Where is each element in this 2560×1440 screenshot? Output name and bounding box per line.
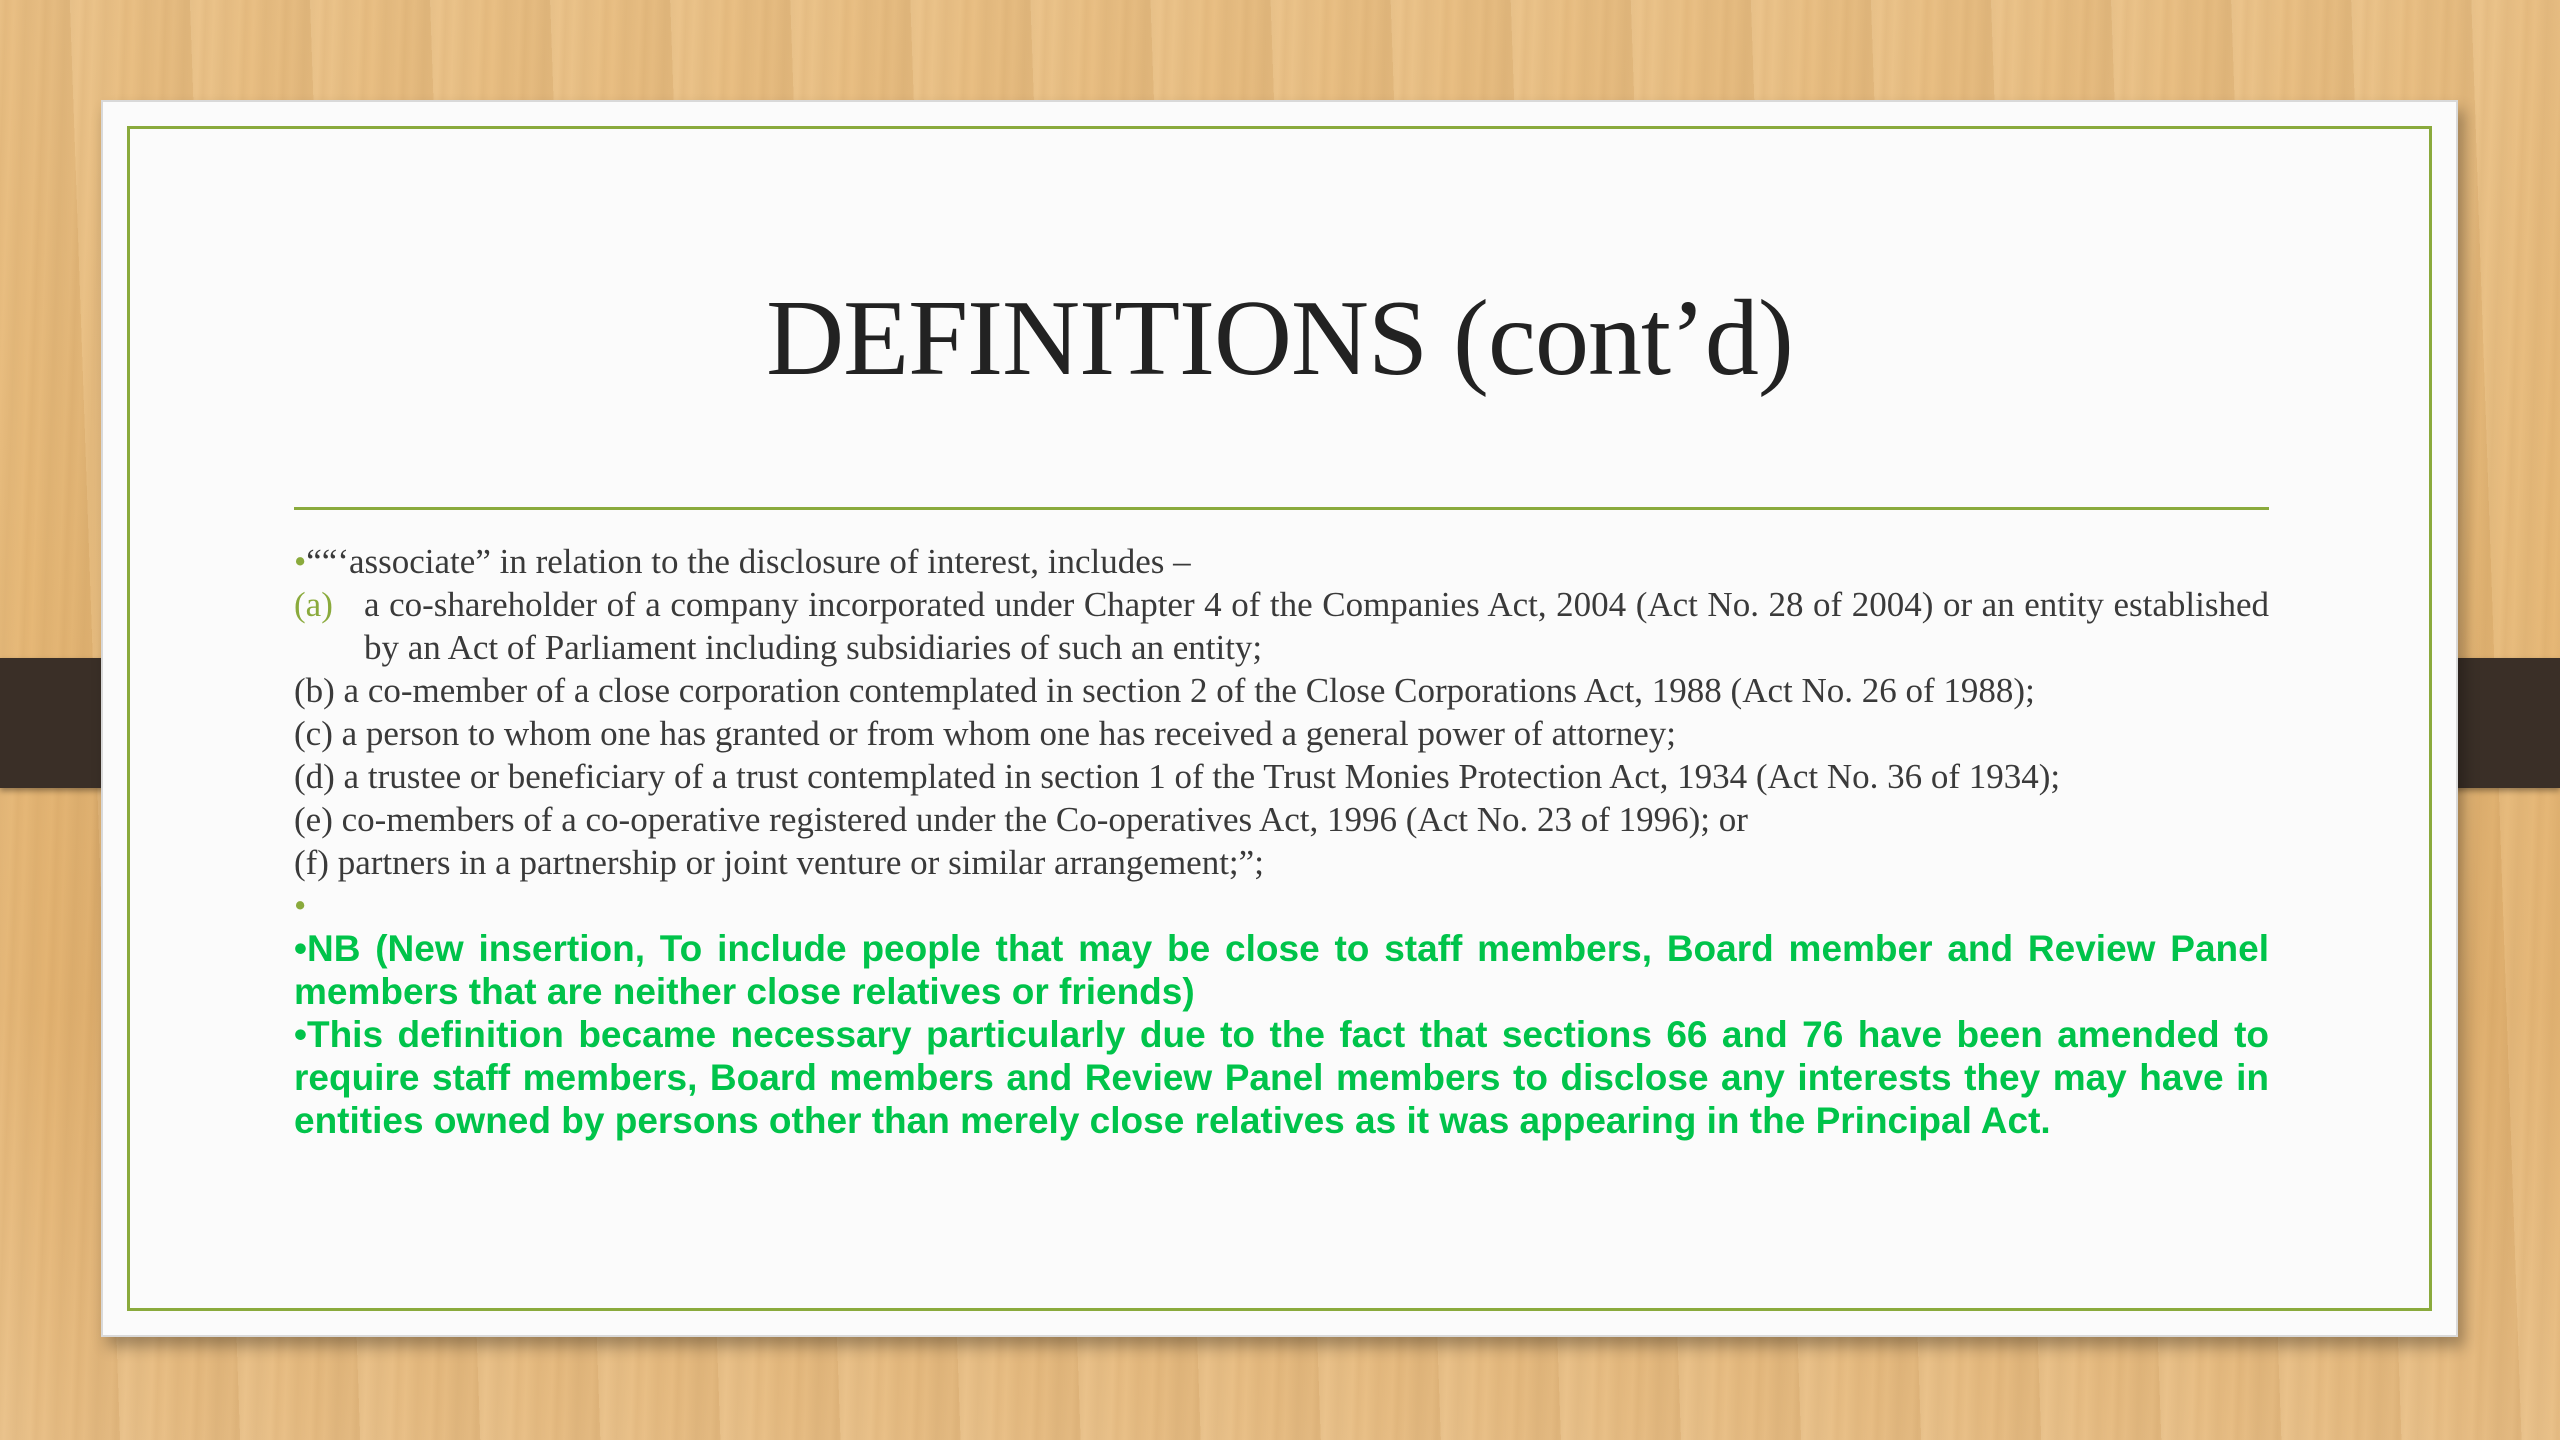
definition-item-d: (d) a trustee or beneficiary of a trust contemplated in section 1 of the Trust Monies Protection Act, 1934 (Act No. 36 of 1934); (294, 757, 2061, 796)
title-divider (294, 507, 2269, 510)
empty-bullet-line (294, 884, 2269, 927)
bullet-icon: • (294, 886, 307, 925)
definition-item-f: (f) partners in a partnership or joint venture or similar arrangement;”; (294, 843, 1264, 882)
note-explanation-text: This definition became necessary particularly due to the fact that sections 66 and 76 have been amended to require staff members, Board members and Review Panel members to disclose any interests they may have in entities owned by persons other than merely close relatives as it was appearing in the Principal Act. (294, 1014, 2269, 1141)
definition-item-c: (c) a person to whom one has granted or from whom one has received a general power of attorney; (294, 714, 1676, 753)
bullet-icon: • (294, 542, 307, 581)
note-nb (294, 927, 2269, 1013)
definition-item-b: (b) a co-member of a close corporation contemplated in section 2 of the Close Corporations Act, 1988 (Act No. 26 of 1988); (294, 671, 2035, 710)
slide-body (294, 540, 2269, 1142)
slide-card (101, 100, 2458, 1337)
definition-item-a (294, 583, 2269, 669)
intro-text: ““‘associate” in relation to the disclosure of interest, includes – (306, 542, 1191, 581)
note-explanation (294, 1013, 2269, 1142)
note-nb-text: NB (New insertion, To include people that may be close to staff members, Board member and Review Panel members that are neither close relatives or friends) (294, 928, 2269, 1012)
item-text-a: a co-shareholder of a company incorporated under Chapter 4 of the Companies Act, 2004 (Act No. 28 of 2004) or an entity established by an Act of Parliament including subsidiaries of such an entity; (364, 585, 2269, 667)
slide-title: DEFINITIONS (cont’d) (766, 279, 1793, 398)
bullet-icon: • (294, 928, 307, 969)
item-marker-a: (a) (294, 585, 333, 624)
intro-line (294, 540, 2269, 583)
bullet-icon: • (294, 1014, 307, 1055)
definition-item-e: (e) co-members of a co-operative registered under the Co-operatives Act, 1996 (Act No. 23 of 1996); or (294, 800, 1748, 839)
